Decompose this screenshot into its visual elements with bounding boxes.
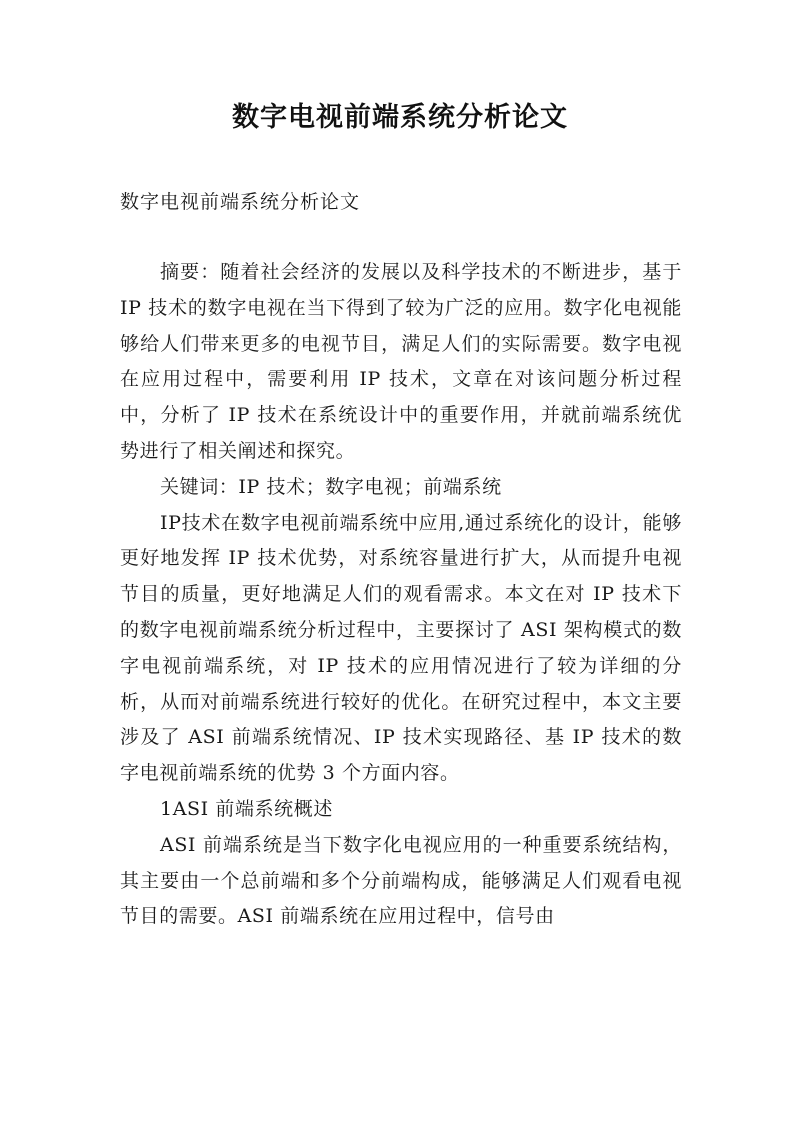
intro-paragraph: IP技术在数字电视前端系统中应用,通过系统化的设计，能够更好地发挥 IP 技术优势，对系统容量进行扩大，从而提升电视节目的质量，更好地满足人们的观看需求。本文在对 IP 技术下的数字电视前端系统分析过程中，主要探讨了 ASI 架构模式的数字电视前端系统，对 IP 技术的应用情况进行了较为详细的分析，从而对前端系统进行较好的优化。在研究过程中，本文主要涉及了 ASI 前端系统情况、IP 技术实现路径、基 IP 技术的数字电视前端系统的优势 3 个方面内容。: [120, 511, 682, 785]
document-subtitle: 数字电视前端系统分析论文: [120, 191, 361, 213]
abstract-paragraph: 摘要：随着社会经济的发展以及科学技术的不断进步，基于 IP 技术的数字电视在当下得到了较为广泛的应用。数字化电视能够给人们带来更多的电视节目，满足人们的实际需要。数字电视在应用过程中，需要利用 IP 技术，文章在对该问题分析过程中，分析了 IP 技术在系统设计中的重要作用，并就前端系统优势进行了相关阐述和探究。: [120, 261, 682, 462]
document-title: 数字电视前端系统分析论文: [232, 102, 568, 133]
document-body: [120, 255, 682, 935]
keywords-paragraph: 关键词：IP 技术；数字电视；前端系统: [160, 475, 502, 498]
section-paragraph: ASI 前端系统是当下数字化电视应用的一种重要系统结构，其主要由一个总前端和多个分前端构成，能够满足人们观看电视节目的需要。ASI 前端系统在应用过程中，信号由: [120, 833, 682, 928]
section-heading: 1ASI 前端系统概述: [160, 797, 333, 820]
